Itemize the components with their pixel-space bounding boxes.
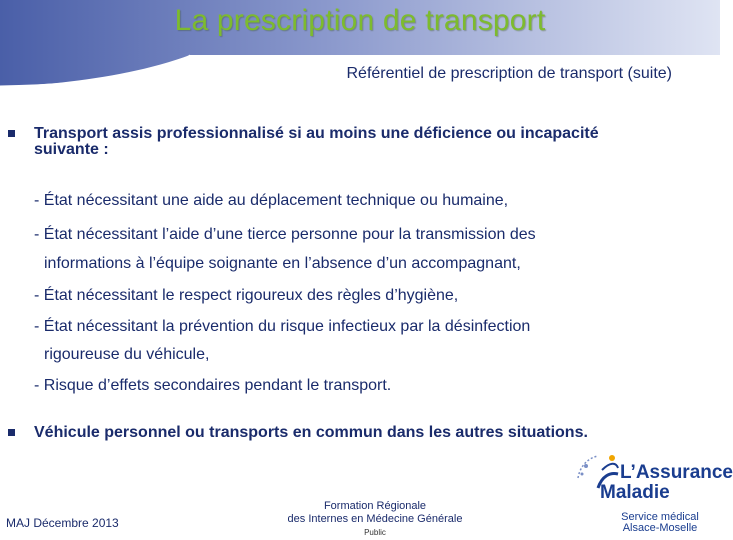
logo-text-assurance: L’Assurance bbox=[620, 462, 733, 483]
service-medical bbox=[604, 512, 716, 534]
logo-text-maladie: Maladie bbox=[600, 482, 670, 503]
list-item-continuation: informations à l’équipe soignante en l’absence d’un accompagnant, bbox=[44, 255, 521, 272]
bullet-1-line-2: suivante : bbox=[34, 141, 109, 158]
footer-center-line-2: des Internes en Médecine Générale bbox=[287, 513, 463, 525]
page-subtitle: Référentiel de prescription de transport (suite) bbox=[346, 65, 672, 82]
footer-center-line-3: Public bbox=[364, 528, 386, 537]
bullet-2-text: Véhicule personnel ou transports en commun dans les autres situations. bbox=[34, 424, 588, 441]
bullet-1-line-1: Transport assis professionnalisé si au moins une déficience ou incapacité bbox=[34, 125, 599, 142]
list-item: - État nécessitant l’aide d’une tierce personne pour la transmission des bbox=[34, 226, 536, 243]
list-item: - Risque d’effets secondaires pendant le transport. bbox=[34, 377, 392, 394]
service-line-1: Service médical bbox=[621, 511, 699, 523]
service-line-2: Alsace-Moselle bbox=[622, 522, 698, 534]
footer-update-date: MAJ Décembre 2013 bbox=[6, 516, 119, 530]
list-item: - État nécessitant une aide au déplacement technique ou humaine, bbox=[34, 192, 509, 209]
list-item: - État nécessitant la prévention du risque infectieux par la désinfection bbox=[34, 318, 531, 335]
page-title: La prescription de transport bbox=[174, 4, 546, 37]
list-item: - État nécessitant le respect rigoureux des règles d’hygiène, bbox=[34, 287, 459, 304]
footer-center bbox=[270, 500, 480, 539]
bullet-square-icon bbox=[8, 130, 15, 137]
footer-center-line-1: Formation Régionale bbox=[323, 500, 427, 512]
bullet-square-icon bbox=[8, 429, 15, 436]
list-item-continuation: rigoureuse du véhicule, bbox=[44, 346, 210, 363]
